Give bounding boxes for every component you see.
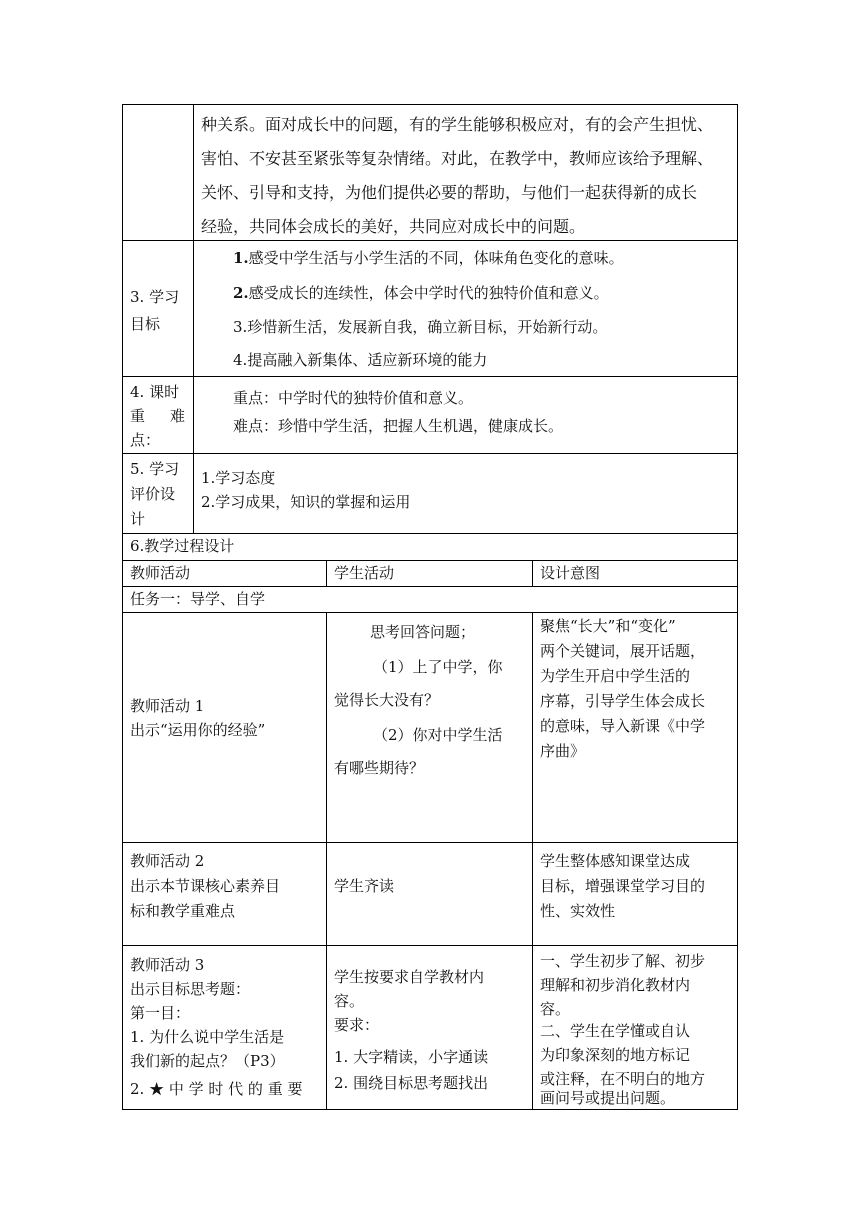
teacher-activity: 第一目： [130, 1004, 191, 1022]
column-header-student: 学生活动 [334, 564, 395, 582]
key-points-label: 难 [170, 407, 186, 425]
teacher-activity: 教师活动 3 [130, 956, 205, 974]
process-title: 6.教学过程设计 [130, 537, 235, 555]
row-divider [122, 453, 738, 454]
teacher-activity: 教师活动 2 [130, 852, 205, 870]
teacher-activity: 教师活动 1 [130, 697, 205, 715]
design-intent: 为印象深刻的地方标记 [540, 1046, 691, 1064]
evaluation-label: 计 [130, 510, 146, 528]
learning-goals-label: 目标 [130, 315, 161, 333]
context-line: 经验，共同体会成长的美好，共同应对成长中的问题。 [201, 217, 586, 236]
goal-item-3: 3.珍惜新生活，发展新自我，确立新目标，开始新行动。 [233, 318, 608, 336]
row-divider [122, 612, 738, 613]
table-border-right [737, 104, 738, 1110]
design-intent: 理解和初步消化教材内 [540, 976, 691, 994]
row-divider [122, 533, 738, 534]
learning-goals-label: 3. 学习 [130, 288, 180, 306]
teacher-activity: 1. 为什么说中学生活是 [130, 1028, 285, 1046]
design-intent: 序幕，引导学生体会成长 [540, 692, 706, 710]
design-intent: 容。 [540, 1000, 571, 1018]
task-title: 任务一：导学、自学 [130, 590, 266, 608]
student-activity: 学生齐读 [334, 877, 395, 895]
design-intent: 一、学生初步了解、初步 [540, 952, 706, 970]
design-intent: 性、实效性 [540, 902, 616, 920]
key-point-text: 重点：中学时代的独特价值和意义。 [233, 389, 474, 407]
evaluation-label: 5. 学习 [130, 460, 180, 478]
student-activity: 学生按要求自学教材内 [334, 968, 485, 986]
student-activity: 有哪些期待？ [334, 759, 425, 777]
teacher-activity: 出示本节课核心素养目 [130, 877, 281, 895]
row-divider [122, 560, 738, 561]
table-border-left [122, 104, 123, 1110]
context-line: 害怕、不安甚至紧张等复杂情绪。对此，在教学中，教师应该给予理解、 [201, 149, 714, 168]
student-activity: 容。 [334, 992, 365, 1010]
design-intent: 的意味，导入新课《中学 [540, 717, 706, 735]
label-column-divider [193, 104, 194, 533]
key-points-label: 4. 课时 [130, 383, 180, 401]
design-intent: 或注释，在不明白的地方 [540, 1070, 706, 1088]
row-divider [122, 945, 738, 946]
teacher-activity: 出示目标思考题： [130, 980, 251, 998]
student-activity: 觉得长大没有？ [334, 691, 440, 709]
goal-item-4: 4.提高融入新集体、适应新环境的能力 [233, 351, 488, 369]
process-column-divider-1 [326, 560, 327, 586]
teacher-activity: 2. ★ 中 学 时 代 的 重 要 [130, 1080, 303, 1098]
row-divider [122, 586, 738, 587]
design-intent: 二、学生在学懂或自认 [540, 1022, 691, 1040]
design-intent: 序曲》 [540, 742, 586, 760]
design-intent: 两个关键词，展开话题， [540, 642, 706, 660]
design-intent: 画问号或提出问题。 [540, 1089, 676, 1107]
process-column-divider-1 [326, 612, 327, 1110]
goal-item-2: 2.感受成长的连续性，体会中学时代的独特价值和意义。 [233, 284, 609, 302]
student-activity: （2）你对中学生活 [373, 726, 503, 744]
row-divider [122, 842, 738, 843]
key-points-label: 重 [130, 407, 146, 425]
table-border-bottom [122, 1109, 738, 1110]
student-activity: 2. 围绕目标思考题找出 [334, 1074, 489, 1092]
context-line: 关怀、引导和支持，为他们提供必要的帮助，与他们一起获得新的成长 [201, 183, 698, 202]
column-header-intent: 设计意图 [540, 564, 601, 582]
design-intent: 聚焦“长大”和“变化” [540, 617, 676, 635]
evaluation-item: 2.学习成果，知识的掌握和运用 [201, 493, 411, 511]
design-intent: 为学生开启中学生活的 [540, 667, 691, 685]
row-divider [122, 376, 738, 377]
design-intent: 学生整体感知课堂达成 [540, 852, 691, 870]
column-header-teacher: 教师活动 [130, 564, 191, 582]
context-line: 种关系。面对成长中的问题，有的学生能够积极应对，有的会产生担忧、 [201, 115, 714, 134]
teacher-activity: 标和教学重难点 [130, 902, 236, 920]
teacher-activity: 出示“运用你的经验” [130, 721, 266, 739]
student-activity: （1）上了中学，你 [373, 658, 503, 676]
evaluation-label: 评价设 [130, 485, 176, 503]
teacher-activity: 我们新的起点？（P3） [130, 1052, 285, 1070]
design-intent: 目标，增强课堂学习目的 [540, 877, 706, 895]
student-activity: 思考回答问题； [370, 623, 476, 641]
process-column-divider-2 [532, 560, 533, 586]
difficult-point-text: 难点：珍惜中学生活，把握人生机遇，健康成长。 [233, 417, 564, 435]
student-activity: 要求： [334, 1016, 380, 1034]
student-activity: 1. 大字精读，小字通读 [334, 1048, 489, 1066]
evaluation-item: 1.学习态度 [201, 469, 276, 487]
process-column-divider-2 [532, 612, 533, 1110]
key-points-label: 点： [130, 431, 161, 449]
table-border-top [122, 104, 738, 105]
goal-item-1: 1.感受中学生活与小学生活的不同，体味角色变化的意味。 [233, 249, 624, 267]
